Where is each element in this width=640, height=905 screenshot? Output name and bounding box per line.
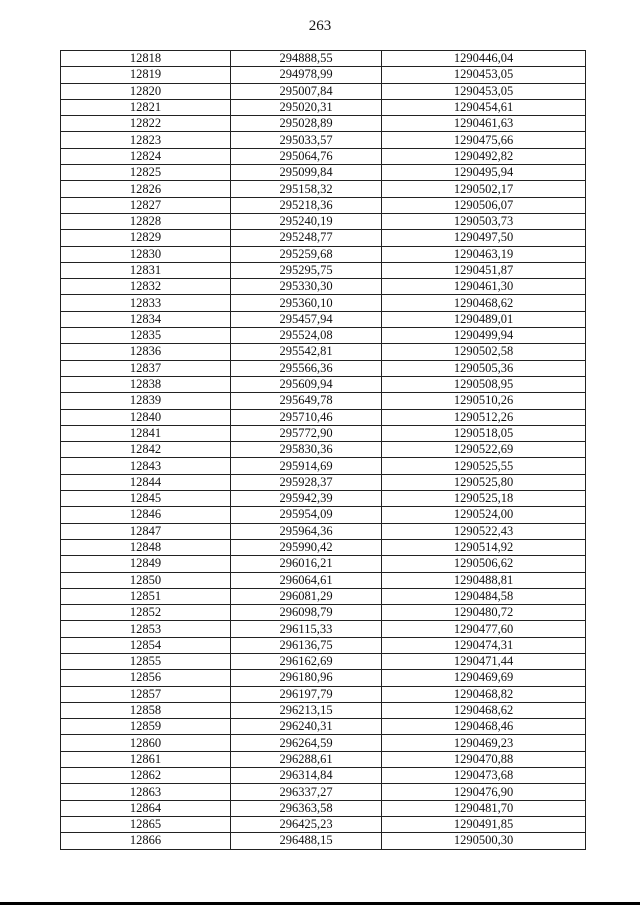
- table-row: [61, 425, 586, 441]
- x-coordinate-cell: 295914,69: [231, 458, 382, 474]
- x-coordinate-cell: 295942,39: [231, 491, 382, 507]
- x-coordinate-cell: 296162,69: [231, 653, 382, 669]
- table-row: [61, 197, 586, 213]
- table-row: [61, 376, 586, 392]
- point-number-cell: 12859: [61, 719, 231, 735]
- y-coordinate-cell: 1290461,30: [382, 279, 586, 295]
- point-number-cell: 12837: [61, 360, 231, 376]
- y-coordinate-cell: 1290454,61: [382, 99, 586, 115]
- point-number-cell: 12823: [61, 132, 231, 148]
- table-row: [61, 442, 586, 458]
- x-coordinate-cell: 296136,75: [231, 637, 382, 653]
- y-coordinate-cell: 1290522,69: [382, 442, 586, 458]
- point-number-cell: 12833: [61, 295, 231, 311]
- point-number-cell: 12858: [61, 702, 231, 718]
- point-number-cell: 12840: [61, 409, 231, 425]
- y-coordinate-cell: 1290505,36: [382, 360, 586, 376]
- x-coordinate-cell: 295295,75: [231, 262, 382, 278]
- table-row: [61, 246, 586, 262]
- y-coordinate-cell: 1290469,23: [382, 735, 586, 751]
- point-number-cell: 12839: [61, 393, 231, 409]
- x-coordinate-cell: 296363,58: [231, 800, 382, 816]
- x-coordinate-cell: 295928,37: [231, 474, 382, 490]
- x-coordinate-cell: 295710,46: [231, 409, 382, 425]
- table-row: [61, 670, 586, 686]
- y-coordinate-cell: 1290473,68: [382, 768, 586, 784]
- y-coordinate-cell: 1290525,80: [382, 474, 586, 490]
- table-row: [61, 344, 586, 360]
- y-coordinate-cell: 1290488,81: [382, 572, 586, 588]
- x-coordinate-cell: 296197,79: [231, 686, 382, 702]
- y-coordinate-cell: 1290481,70: [382, 800, 586, 816]
- y-coordinate-cell: 1290492,82: [382, 148, 586, 164]
- table-row: [61, 213, 586, 229]
- x-coordinate-cell: 295649,78: [231, 393, 382, 409]
- table-row: [61, 181, 586, 197]
- point-number-cell: 12829: [61, 230, 231, 246]
- y-coordinate-cell: 1290525,55: [382, 458, 586, 474]
- point-number-cell: 12820: [61, 83, 231, 99]
- table-row: [61, 491, 586, 507]
- table-row: [61, 409, 586, 425]
- x-coordinate-cell: 295609,94: [231, 376, 382, 392]
- table-row: [61, 539, 586, 555]
- point-number-cell: 12851: [61, 588, 231, 604]
- point-number-cell: 12848: [61, 539, 231, 555]
- table-row: [61, 523, 586, 539]
- table-row: [61, 605, 586, 621]
- point-number-cell: 12824: [61, 148, 231, 164]
- table-row: [61, 653, 586, 669]
- x-coordinate-cell: 295524,08: [231, 328, 382, 344]
- point-number-cell: 12847: [61, 523, 231, 539]
- x-coordinate-cell: 296016,21: [231, 556, 382, 572]
- point-number-cell: 12832: [61, 279, 231, 295]
- x-coordinate-cell: 295990,42: [231, 539, 382, 555]
- table-row: [61, 816, 586, 832]
- y-coordinate-cell: 1290512,26: [382, 409, 586, 425]
- y-coordinate-cell: 1290508,95: [382, 376, 586, 392]
- point-number-cell: 12831: [61, 262, 231, 278]
- table-row: [61, 295, 586, 311]
- x-coordinate-cell: 295158,32: [231, 181, 382, 197]
- point-number-cell: 12827: [61, 197, 231, 213]
- y-coordinate-cell: 1290524,00: [382, 507, 586, 523]
- point-number-cell: 12857: [61, 686, 231, 702]
- point-number-cell: 12862: [61, 768, 231, 784]
- point-number-cell: 12861: [61, 751, 231, 767]
- table-row: [61, 637, 586, 653]
- x-coordinate-cell: 295830,36: [231, 442, 382, 458]
- x-coordinate-cell: 295007,84: [231, 83, 382, 99]
- x-coordinate-cell: 295064,76: [231, 148, 382, 164]
- table-row: [61, 393, 586, 409]
- table-row: [61, 702, 586, 718]
- y-coordinate-cell: 1290500,30: [382, 833, 586, 849]
- y-coordinate-cell: 1290518,05: [382, 425, 586, 441]
- point-number-cell: 12843: [61, 458, 231, 474]
- y-coordinate-cell: 1290503,73: [382, 213, 586, 229]
- point-number-cell: 12836: [61, 344, 231, 360]
- table-row: [61, 719, 586, 735]
- y-coordinate-cell: 1290502,17: [382, 181, 586, 197]
- x-coordinate-cell: 295259,68: [231, 246, 382, 262]
- y-coordinate-cell: 1290453,05: [382, 67, 586, 83]
- x-coordinate-cell: 294888,55: [231, 51, 382, 67]
- x-coordinate-cell: 295542,81: [231, 344, 382, 360]
- y-coordinate-cell: 1290468,62: [382, 295, 586, 311]
- y-coordinate-cell: 1290461,63: [382, 116, 586, 132]
- point-number-cell: 12863: [61, 784, 231, 800]
- x-coordinate-cell: 296337,27: [231, 784, 382, 800]
- point-number-cell: 12826: [61, 181, 231, 197]
- point-number-cell: 12853: [61, 621, 231, 637]
- y-coordinate-cell: 1290495,94: [382, 165, 586, 181]
- y-coordinate-cell: 1290499,94: [382, 328, 586, 344]
- table-row: [61, 588, 586, 604]
- x-coordinate-cell: 296240,31: [231, 719, 382, 735]
- table-row: [61, 99, 586, 115]
- table-row: [61, 572, 586, 588]
- point-number-cell: 12821: [61, 99, 231, 115]
- table-row: [61, 735, 586, 751]
- x-coordinate-cell: 295566,36: [231, 360, 382, 376]
- y-coordinate-cell: 1290510,26: [382, 393, 586, 409]
- x-coordinate-cell: 296264,59: [231, 735, 382, 751]
- x-coordinate-cell: 296314,84: [231, 768, 382, 784]
- coordinates-table-body: [61, 51, 586, 850]
- table-row: [61, 768, 586, 784]
- y-coordinate-cell: 1290522,43: [382, 523, 586, 539]
- table-row: [61, 360, 586, 376]
- table-row: [61, 556, 586, 572]
- point-number-cell: 12838: [61, 376, 231, 392]
- point-number-cell: 12856: [61, 670, 231, 686]
- table-row: [61, 165, 586, 181]
- x-coordinate-cell: 295964,36: [231, 523, 382, 539]
- table-row: [61, 833, 586, 849]
- table-row: [61, 262, 586, 278]
- y-coordinate-cell: 1290480,72: [382, 605, 586, 621]
- table-row: [61, 800, 586, 816]
- y-coordinate-cell: 1290484,58: [382, 588, 586, 604]
- point-number-cell: 12860: [61, 735, 231, 751]
- table-row: [61, 784, 586, 800]
- y-coordinate-cell: 1290463,19: [382, 246, 586, 262]
- x-coordinate-cell: 295330,30: [231, 279, 382, 295]
- table-row: [61, 751, 586, 767]
- point-number-cell: 12854: [61, 637, 231, 653]
- y-coordinate-cell: 1290525,18: [382, 491, 586, 507]
- x-coordinate-cell: 296213,15: [231, 702, 382, 718]
- table-row: [61, 51, 586, 67]
- x-coordinate-cell: 296115,33: [231, 621, 382, 637]
- point-number-cell: 12830: [61, 246, 231, 262]
- point-number-cell: 12822: [61, 116, 231, 132]
- table-row: [61, 132, 586, 148]
- point-number-cell: 12864: [61, 800, 231, 816]
- y-coordinate-cell: 1290453,05: [382, 83, 586, 99]
- table-row: [61, 83, 586, 99]
- x-coordinate-cell: 295360,10: [231, 295, 382, 311]
- point-number-cell: 12819: [61, 67, 231, 83]
- x-coordinate-cell: 296064,61: [231, 572, 382, 588]
- y-coordinate-cell: 1290474,31: [382, 637, 586, 653]
- y-coordinate-cell: 1290469,69: [382, 670, 586, 686]
- x-coordinate-cell: 295772,90: [231, 425, 382, 441]
- point-number-cell: 12850: [61, 572, 231, 588]
- table-row: [61, 311, 586, 327]
- table-row: [61, 279, 586, 295]
- x-coordinate-cell: 296488,15: [231, 833, 382, 849]
- point-number-cell: 12852: [61, 605, 231, 621]
- point-number-cell: 12866: [61, 833, 231, 849]
- point-number-cell: 12834: [61, 311, 231, 327]
- y-coordinate-cell: 1290471,44: [382, 653, 586, 669]
- y-coordinate-cell: 1290514,92: [382, 539, 586, 555]
- y-coordinate-cell: 1290506,07: [382, 197, 586, 213]
- point-number-cell: 12818: [61, 51, 231, 67]
- y-coordinate-cell: 1290489,01: [382, 311, 586, 327]
- x-coordinate-cell: 295099,84: [231, 165, 382, 181]
- point-number-cell: 12828: [61, 213, 231, 229]
- table-row: [61, 230, 586, 246]
- x-coordinate-cell: 296098,79: [231, 605, 382, 621]
- y-coordinate-cell: 1290477,60: [382, 621, 586, 637]
- y-coordinate-cell: 1290497,50: [382, 230, 586, 246]
- x-coordinate-cell: 296180,96: [231, 670, 382, 686]
- table-row: [61, 474, 586, 490]
- x-coordinate-cell: 296288,61: [231, 751, 382, 767]
- x-coordinate-cell: 295033,57: [231, 132, 382, 148]
- y-coordinate-cell: 1290476,90: [382, 784, 586, 800]
- x-coordinate-cell: 296425,23: [231, 816, 382, 832]
- point-number-cell: 12865: [61, 816, 231, 832]
- point-number-cell: 12846: [61, 507, 231, 523]
- point-number-cell: 12842: [61, 442, 231, 458]
- x-coordinate-cell: 295248,77: [231, 230, 382, 246]
- table-row: [61, 507, 586, 523]
- table-row: [61, 148, 586, 164]
- table-row: [61, 621, 586, 637]
- table-row: [61, 328, 586, 344]
- y-coordinate-cell: 1290468,82: [382, 686, 586, 702]
- x-coordinate-cell: 296081,29: [231, 588, 382, 604]
- x-coordinate-cell: 295954,09: [231, 507, 382, 523]
- point-number-cell: 12845: [61, 491, 231, 507]
- x-coordinate-cell: 294978,99: [231, 67, 382, 83]
- point-number-cell: 12835: [61, 328, 231, 344]
- point-number-cell: 12855: [61, 653, 231, 669]
- x-coordinate-cell: 295028,89: [231, 116, 382, 132]
- y-coordinate-cell: 1290506,62: [382, 556, 586, 572]
- page-number: 263: [308, 18, 332, 34]
- table-row: [61, 67, 586, 83]
- table-row: [61, 686, 586, 702]
- x-coordinate-cell: 295240,19: [231, 213, 382, 229]
- y-coordinate-cell: 1290468,46: [382, 719, 586, 735]
- y-coordinate-cell: 1290468,62: [382, 702, 586, 718]
- table-row: [61, 458, 586, 474]
- point-number-cell: 12841: [61, 425, 231, 441]
- x-coordinate-cell: 295457,94: [231, 311, 382, 327]
- y-coordinate-cell: 1290446,04: [382, 51, 586, 67]
- point-number-cell: 12825: [61, 165, 231, 181]
- x-coordinate-cell: 295218,36: [231, 197, 382, 213]
- y-coordinate-cell: 1290491,85: [382, 816, 586, 832]
- x-coordinate-cell: 295020,31: [231, 99, 382, 115]
- coordinates-table: [60, 50, 586, 850]
- y-coordinate-cell: 1290475,66: [382, 132, 586, 148]
- point-number-cell: 12844: [61, 474, 231, 490]
- y-coordinate-cell: 1290451,87: [382, 262, 586, 278]
- table-row: [61, 116, 586, 132]
- y-coordinate-cell: 1290502,58: [382, 344, 586, 360]
- y-coordinate-cell: 1290470,88: [382, 751, 586, 767]
- point-number-cell: 12849: [61, 556, 231, 572]
